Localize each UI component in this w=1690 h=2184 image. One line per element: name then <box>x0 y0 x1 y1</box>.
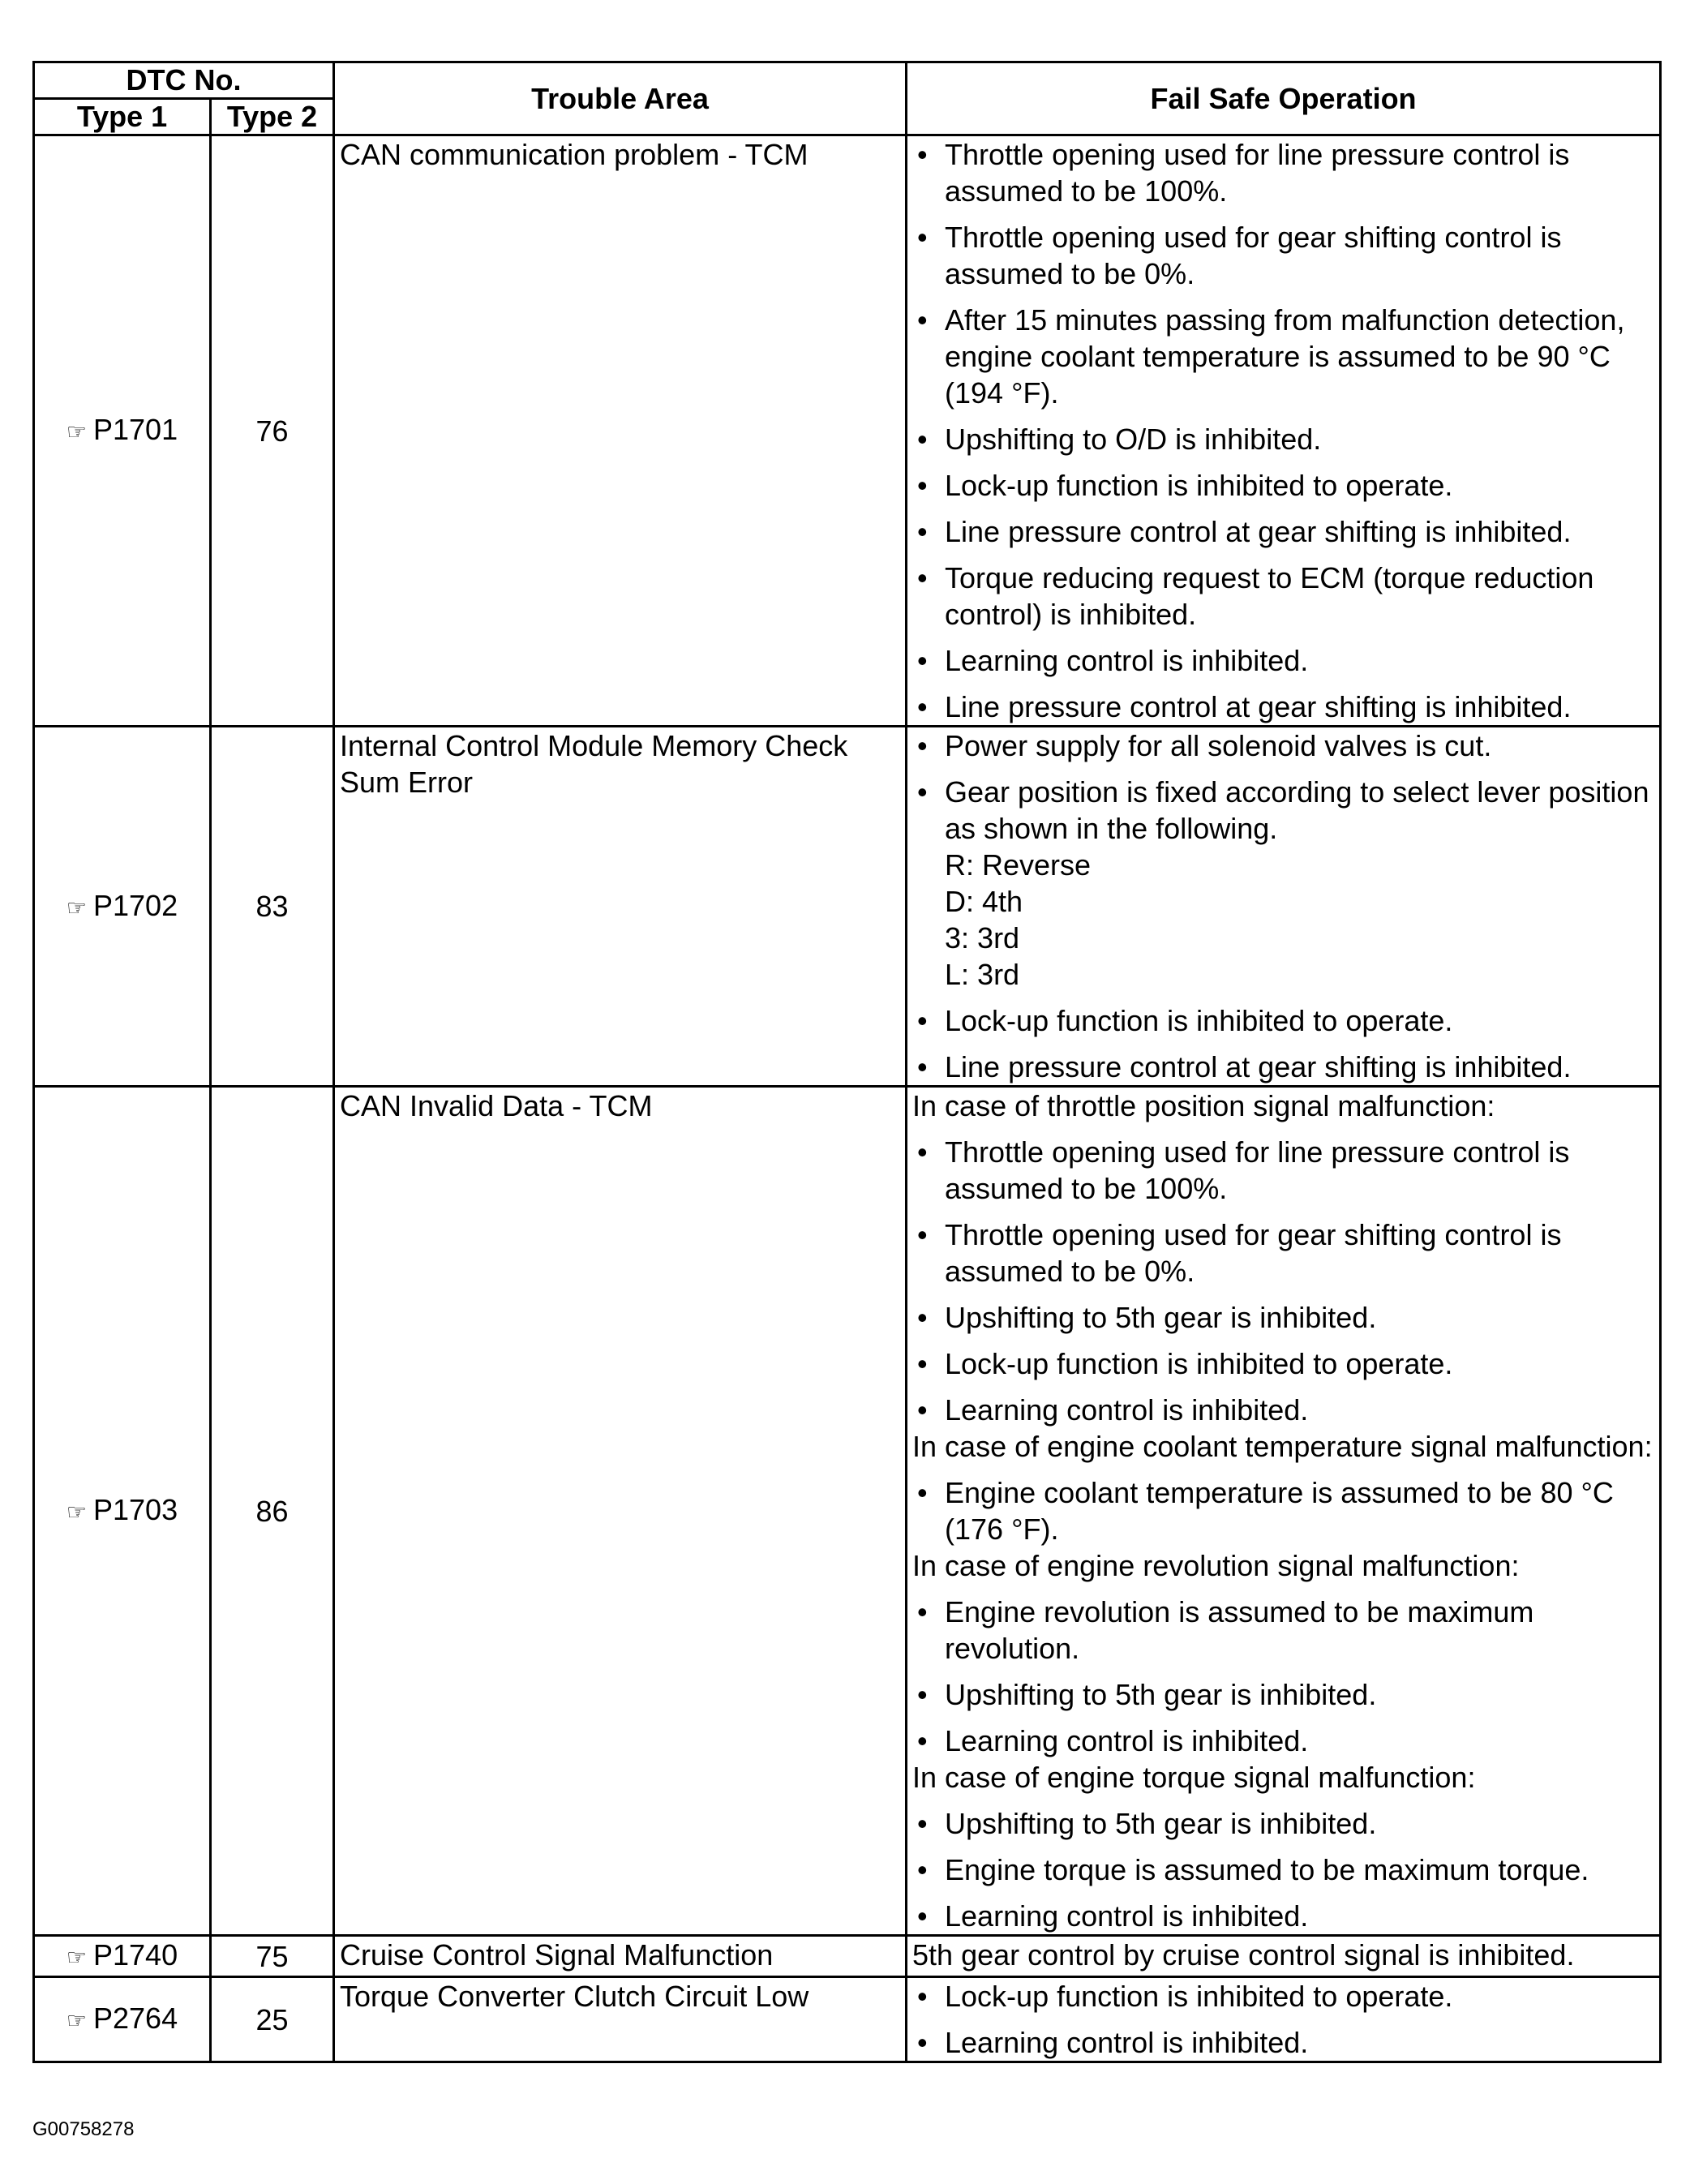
table-row <box>34 727 1661 1087</box>
trouble-area-cell: Torque Converter Clutch Circuit Low <box>334 1977 907 2062</box>
list-item: • Power supply for all solenoid valves is cut. <box>912 727 1654 764</box>
type1-cell <box>34 1936 211 1977</box>
trouble-area-cell: Cruise Control Signal Malfunction <box>334 1936 907 1977</box>
type2-cell: 25 <box>211 1977 334 2062</box>
dtc-link[interactable]: P1702 <box>93 888 178 922</box>
list-item: • Lock-up function is inhibited to operate. <box>912 1978 1654 2015</box>
list-item: • Throttle opening used for gear shifting control is assumed to be 0%. <box>912 1216 1654 1289</box>
list-item: • Throttle opening used for line pressure control is assumed to be 100%. <box>912 1134 1654 1207</box>
list-item: • Line pressure control at gear shifting is inhibited. <box>912 513 1654 550</box>
type2-cell: 75 <box>211 1936 334 1977</box>
trouble-area-cell: CAN communication problem - TCM <box>334 135 907 727</box>
type2-cell: 76 <box>211 135 334 727</box>
header-dtc-no: DTC No. <box>34 62 334 99</box>
list-item: • Lock-up function is inhibited to operate. <box>912 1002 1654 1039</box>
list-item: • Line pressure control at gear shifting is inhibited. <box>912 1049 1654 1085</box>
list-item: • Torque reducing request to ECM (torque reduction control) is inhibited. <box>912 560 1654 633</box>
type1-cell <box>34 727 211 1087</box>
list-item <box>912 774 1654 993</box>
header-trouble-area: Trouble Area <box>334 62 907 135</box>
list-item: • Learning control is inhibited. <box>912 642 1654 679</box>
list-item: • Engine coolant temperature is assumed to be 80 °C (176 °F). <box>912 1474 1654 1547</box>
dtc-link[interactable]: P1701 <box>93 413 178 446</box>
list-item: • Lock-up function is inhibited to operate. <box>912 467 1654 504</box>
type1-cell <box>34 135 211 727</box>
type2-cell: 83 <box>211 727 334 1087</box>
dtc-link[interactable]: P2764 <box>93 2002 178 2035</box>
type2-cell: 86 <box>211 1087 334 1936</box>
figure-id: G00758278 <box>32 2118 135 2140</box>
header-type1: Type 1 <box>34 99 211 135</box>
list-item: • Upshifting to O/D is inhibited. <box>912 421 1654 457</box>
gear-position: D: 4th <box>945 885 1023 918</box>
gear-position: L: 3rd <box>945 958 1020 991</box>
list-item: • Engine torque is assumed to be maximum torque. <box>912 1851 1654 1888</box>
list-item: • Upshifting to 5th gear is inhibited. <box>912 1299 1654 1336</box>
pointing-hand-icon: ☞ <box>66 1500 87 1525</box>
pointing-hand-icon: ☞ <box>66 419 87 444</box>
type1-cell <box>34 1977 211 2062</box>
fail-safe-cell <box>907 1087 1661 1936</box>
list-item: • Throttle opening used for line pressure control is assumed to be 100%. <box>912 136 1654 209</box>
fail-safe-cell <box>907 135 1661 727</box>
case-heading: In case of engine revolution signal malfunction: <box>912 1549 1520 1582</box>
type1-cell <box>34 1087 211 1936</box>
trouble-area-cell: CAN Invalid Data - TCM <box>334 1087 907 1936</box>
list-item: • Engine revolution is assumed to be maximum revolution. <box>912 1594 1654 1667</box>
gear-position: R: Reverse <box>945 848 1092 882</box>
fail-safe-cell: 5th gear control by cruise control signal is inhibited. <box>907 1936 1661 1977</box>
case-heading: In case of engine torque signal malfunction: <box>912 1761 1476 1794</box>
gear-position: 3: 3rd <box>945 921 1020 955</box>
list-item: • After 15 minutes passing from malfunction detection, engine coolant temperature is assumed to be 90 °C (194 °F). <box>912 302 1654 411</box>
dtc-link[interactable]: P1740 <box>93 1938 178 1972</box>
header-type2: Type 2 <box>211 99 334 135</box>
case-heading: In case of engine coolant temperature signal malfunction: <box>912 1430 1653 1463</box>
table-row <box>34 1087 1661 1936</box>
list-item-text: Gear position is fixed according to select lever position as shown in the following. <box>945 775 1649 845</box>
header-fail-safe: Fail Safe Operation <box>907 62 1661 135</box>
fail-safe-cell <box>907 1977 1661 2062</box>
list-item: • Upshifting to 5th gear is inhibited. <box>912 1676 1654 1713</box>
case-heading: In case of throttle position signal malfunction: <box>912 1089 1495 1122</box>
list-item: • Throttle opening used for gear shifting control is assumed to be 0%. <box>912 219 1654 292</box>
list-item: • Upshifting to 5th gear is inhibited. <box>912 1805 1654 1842</box>
table-row <box>34 1936 1661 1977</box>
list-item: • Learning control is inhibited. <box>912 1392 1654 1428</box>
pointing-hand-icon: ☞ <box>66 895 87 920</box>
fail-safe-cell <box>907 727 1661 1087</box>
list-item: • Learning control is inhibited. <box>912 1723 1654 1759</box>
trouble-area-cell: Internal Control Module Memory Check Sum Error <box>334 727 907 1087</box>
table-row <box>34 135 1661 727</box>
pointing-hand-icon: ☞ <box>66 2008 87 2033</box>
dtc-table <box>32 61 1662 2063</box>
table-row <box>34 1977 1661 2062</box>
list-item: • Learning control is inhibited. <box>912 2024 1654 2061</box>
dtc-link[interactable]: P1703 <box>93 1493 178 1526</box>
list-item: • Learning control is inhibited. <box>912 1898 1654 1934</box>
list-item: • Lock-up function is inhibited to operate. <box>912 1345 1654 1382</box>
list-item: • Line pressure control at gear shifting is inhibited. <box>912 689 1654 725</box>
pointing-hand-icon: ☞ <box>66 1945 87 1970</box>
